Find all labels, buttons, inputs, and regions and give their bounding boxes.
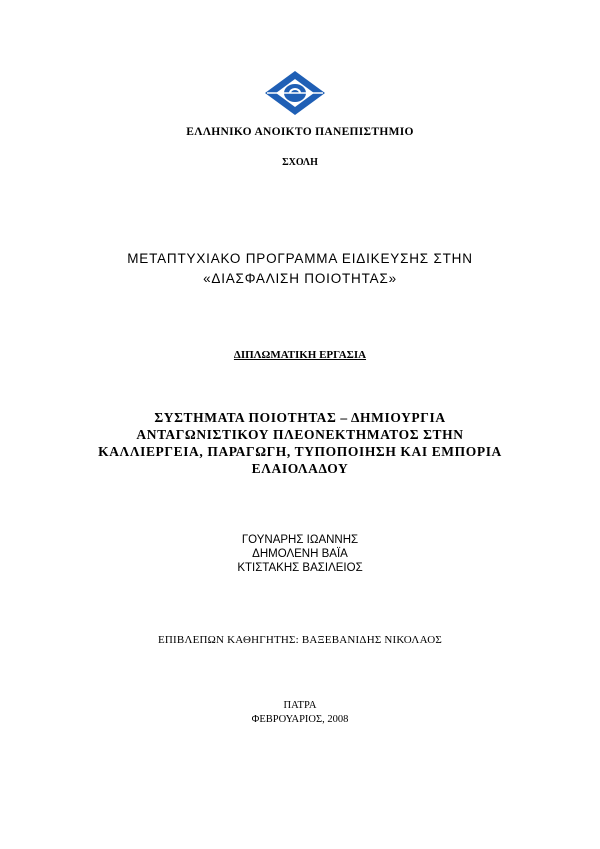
title-line-4: ΕΛΑΙΟΛΑΔΟΥ (251, 461, 349, 476)
authors-list (0, 533, 600, 575)
city: ΠΑΤΡΑ (283, 700, 317, 711)
place-date (0, 699, 600, 727)
university-logo-icon (264, 70, 326, 116)
date: ΦΕΒΡΟΥΑΡΙΟΣ, 2008 (251, 714, 349, 725)
supervisor: ΕΠΙΒΛΕΠΩΝ ΚΑΘΗΓΗΤΗΣ: ΒΑΞΕΒΑΝΙΔΗΣ ΝΙΚΟΛΑΟΣ (157, 634, 443, 646)
school-name: ΣΧΟΛΗ (282, 157, 318, 168)
program-line-2: «ΔΙΑΣΦΑΛΙΣΗ ΠΟΙΟΤΗΤΑΣ» (203, 271, 397, 286)
title-line-1: ΣΥΣΤΗΜΑΤΑ ΠΟΙΟΤΗΤΑΣ – ΔΗΜΙΟΥΡΓΙΑ (154, 410, 446, 425)
thesis-label: ΔΙΠΛΩΜΑΤΙΚΗ ΕΡΓΑΣΙΑ (233, 349, 367, 361)
author-name: ΚΤΙΣΤΑΚΗΣ ΒΑΣΙΛΕΙΟΣ (237, 562, 363, 574)
title-line-2: ΑΝΤΑΓΩΝΙΣΤΙΚΟΥ ΠΛΕΟΝΕΚΤΗΜΑΤΟΣ ΣΤΗΝ (136, 427, 464, 442)
thesis-title (0, 409, 600, 477)
program-line-1: ΜΕΤΑΠΤΥΧΙΑΚΟ ΠΡΟΓΡΑΜΜΑ ΕΙΔΙΚΕΥΣΗΣ ΣΤΗΝ (127, 251, 473, 266)
title-line-3: ΚΑΛΛΙΕΡΓΕΙΑ, ΠΑΡΑΓΩΓΗ, ΤΥΠΟΠΟΙΗΣΗ ΚΑΙ ΕΜΠΟΡΙΑ (98, 444, 502, 459)
university-name: ΕΛΛΗΝΙΚΟ ΑΝΟΙΚΤΟ ΠΑΝΕΠΙΣΤΗΜΙΟ (186, 126, 414, 138)
author-name: ΓΟΥΝΑΡΗΣ ΙΩΑΝΝΗΣ (241, 534, 359, 546)
author-name: ΔΗΜΟΛΕΝΗ ΒΑΪΑ (252, 548, 348, 560)
program-title (0, 249, 600, 289)
